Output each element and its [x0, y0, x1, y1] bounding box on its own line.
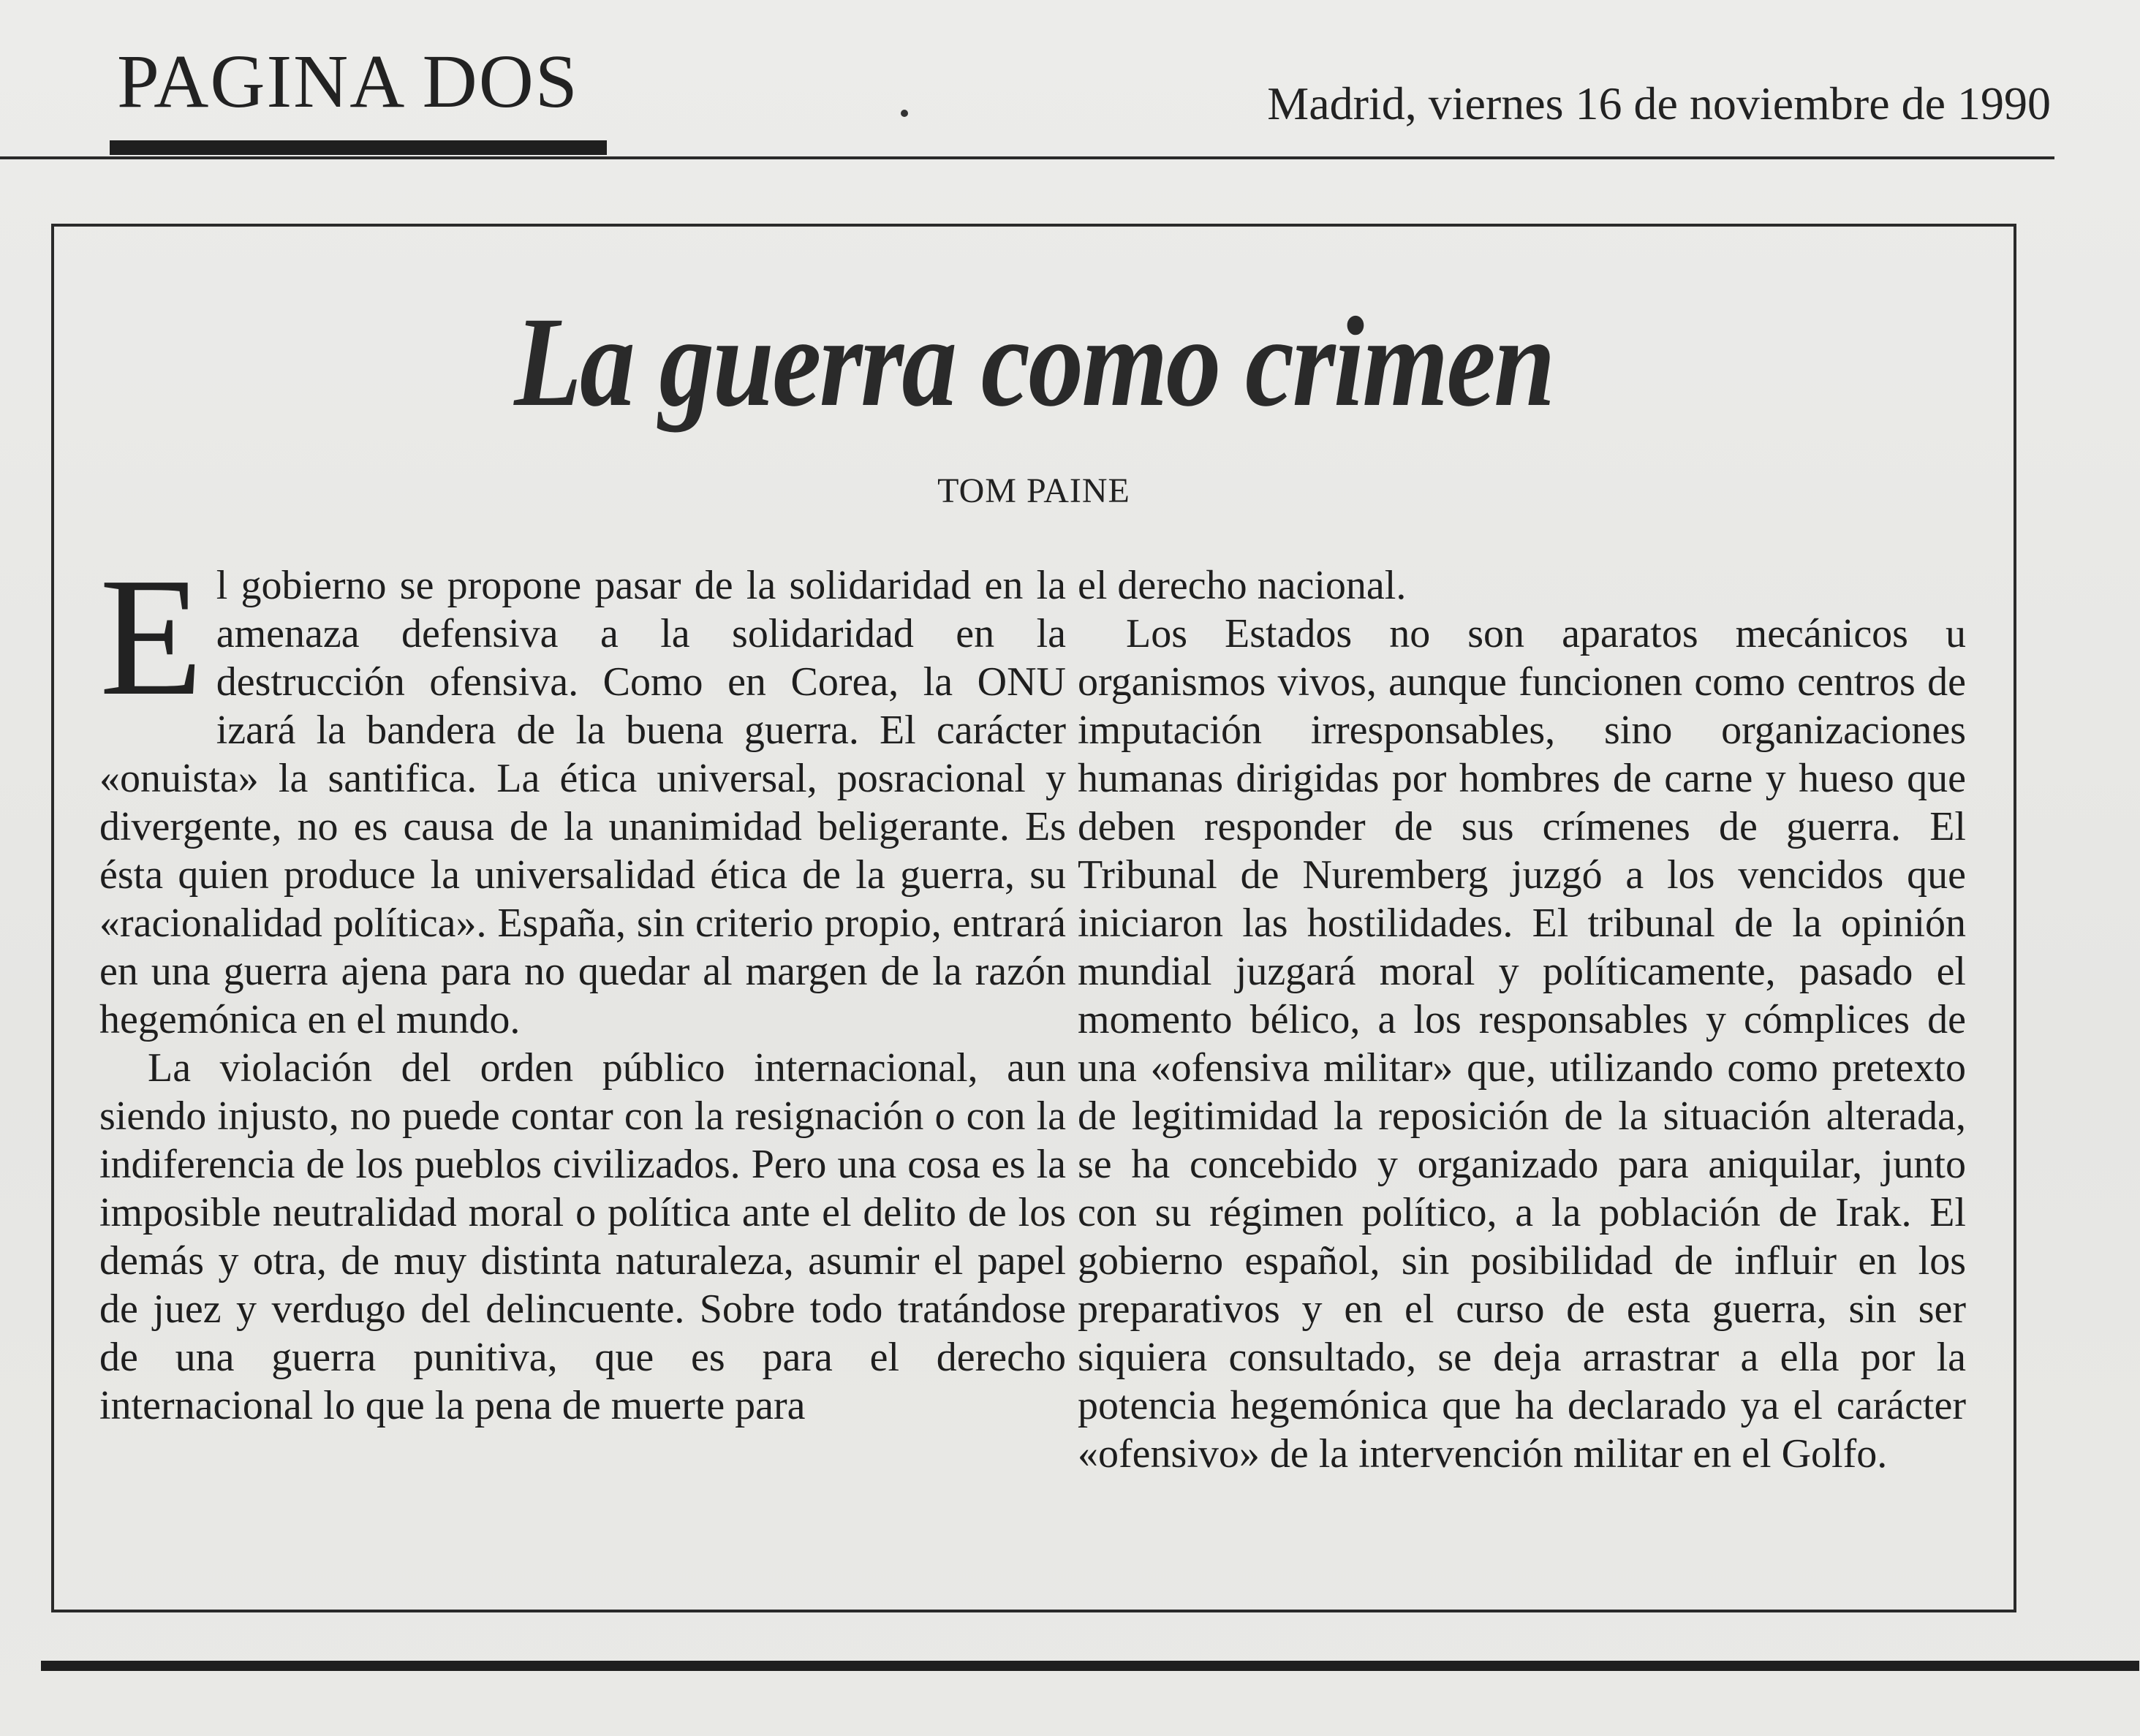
headline: La guerra como crimen: [514, 291, 1554, 433]
paragraph-2-continued: el derecho nacional.: [1078, 563, 1407, 608]
paragraph-1: [99, 543, 1066, 1044]
drop-cap: E: [99, 543, 203, 731]
bottom-rule: [41, 1661, 2139, 1671]
article-column-right: [1078, 561, 1966, 1478]
paragraph-3: Los Estados no son aparatos mecánicos u organismos vivos, aunque funcionen como centros de imputación irresponsables, sino organizaciones humanas dirigidas por hombres de carne y hueso que deben responder de sus crímenes de guerra. El Tribunal de Nuremberg juzgó a los vencidos que iniciaron las hostilidades. El tribunal de la opinión mundial juzgará moral y políticamente, pasado el momento bélico, a los responsables y cómplices de una «ofensiva militar» que, utilizando como pretexto de legitimidad la reposición de la situación alterada, se ha concebido y organizado para aniquilar, junto con su régimen político, a la población de Irak. El gobierno español, sin posibilidad de influir en los preparativos y en el curso de esta guerra, sin ser siquiera consultado, se deja arrastrar a ella por la potencia hegemónica que ha declarado ya el carácter «ofensivo» de la intervención militar en el Golfo.: [1078, 611, 1966, 1477]
paragraph-2: La violación del orden público internacional, aun siendo injusto, no puede contar con la resignación o con la indiferencia de los pueblos civilizados. Pero una cosa es la imposible neutralidad moral o política ante el delito de los demás y otra, de muy distinta naturaleza, asumir el papel de juez y verdugo del delincuente. Sobre todo tratándose de una guerra punitiva, que es para el derecho internacional lo que la pena de muerte para: [99, 1045, 1066, 1428]
header-rule: [0, 156, 2054, 159]
byline: TOM PAINE: [937, 471, 1130, 510]
header-dot: [901, 110, 908, 117]
section-title: PAGINA DOS: [117, 39, 579, 124]
dateline: Madrid, viernes 16 de noviembre de 1990: [1267, 77, 2051, 129]
article-column-left: [99, 543, 1066, 1430]
article-box: [51, 224, 2016, 1612]
paragraph-1-text: l gobierno se propone pasar de la solidaridad en la amenaza defensiva a la solidaridad en la destrucción ofensiva. Como en Corea, la ONU izará la bandera de la buena guerra. El carácter «onuista» la santifica. La ética universal, posracional y divergente, no es causa de la unanimidad beligerante. Es ésta quien produce la universalidad ética de la guerra, su «racionalidad política». España, sin criterio propio, entrará en una guerra ajena para no quedar al margen de la razón hegemónica en el mundo.: [99, 563, 1066, 1042]
section-underline: [110, 140, 607, 155]
